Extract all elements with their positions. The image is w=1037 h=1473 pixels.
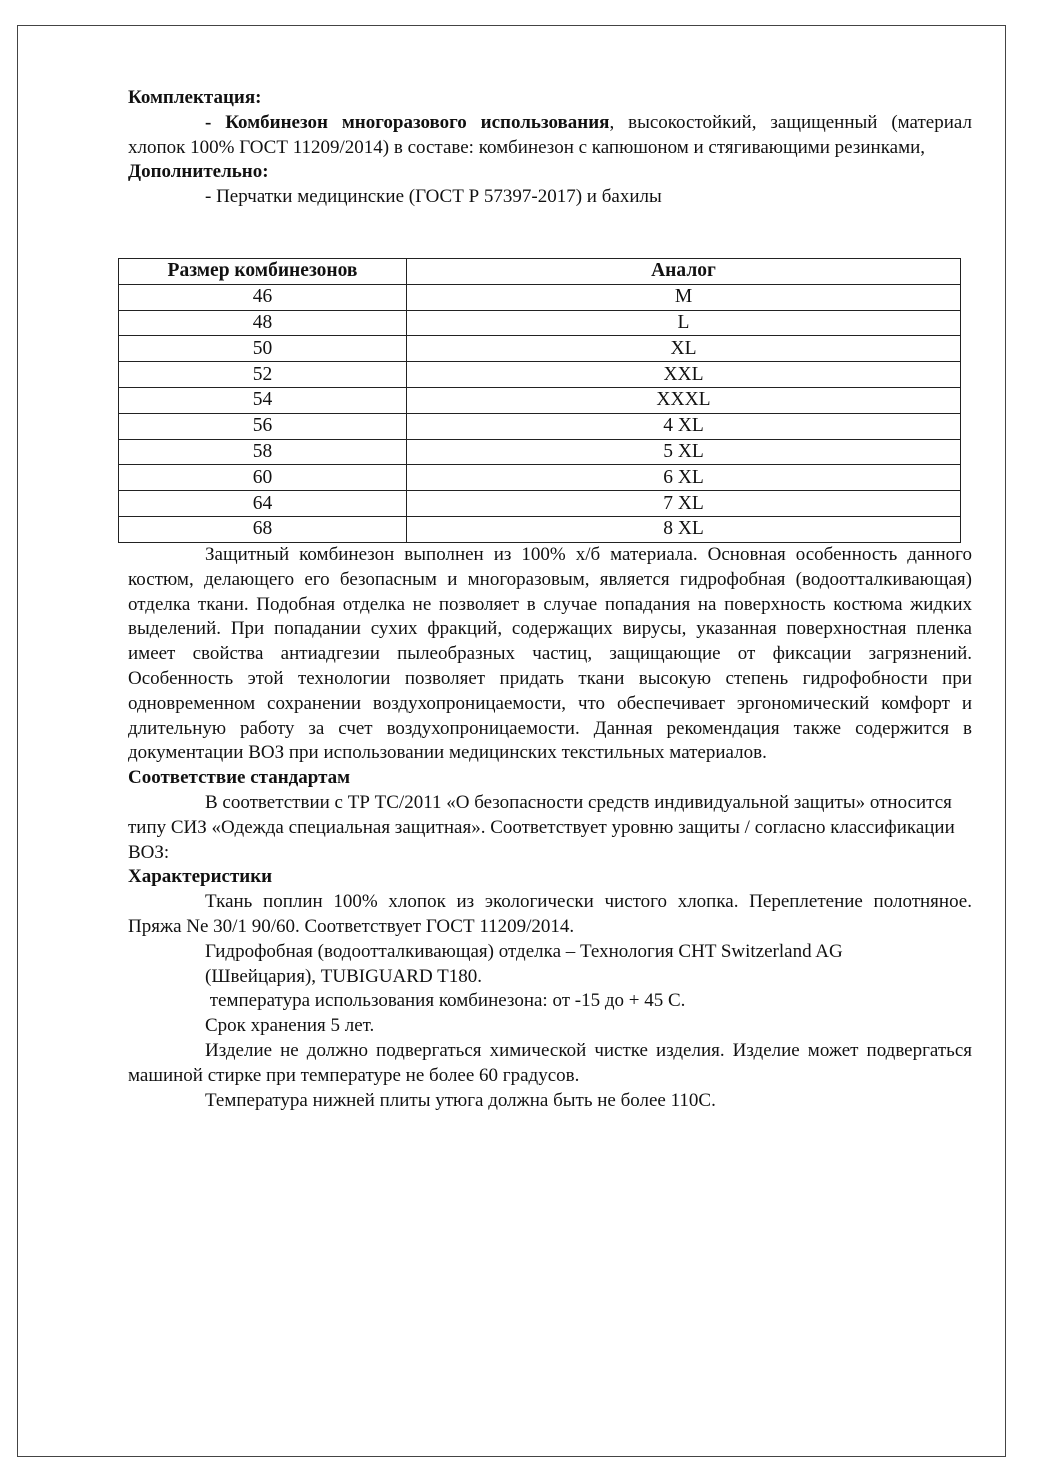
table-row [119,336,961,362]
komplektatsiya-item-rest: , высокостойкий, защищенный (материал хлопок 100% ГОСТ 11209/2014) в составе: комбинезон с капюшоном и стягивающими резинками, [128,111,972,158]
finish-continuation: (Швейцария), TUBIGUARD T180. [205,965,482,987]
size-cell: 58 [119,439,407,465]
size-cell: 60 [119,465,407,491]
size-table-header-row [119,259,961,285]
table-row [119,310,961,336]
size-cell: 46 [119,284,407,310]
temperature-line: температура использования комбинезона: от -15 до + 45 С. [205,990,686,1012]
document-top [128,86,972,210]
analog-cell: XL [407,336,961,362]
komplektatsiya-heading: Комплектация: [128,87,262,108]
analog-cell: 5 XL [407,439,961,465]
table-row [119,284,961,310]
size-cell: 68 [119,516,407,542]
analog-cell: 6 XL [407,465,961,491]
size-table [118,258,961,543]
ironing-line: Температура нижней плиты утюга должна быть не более 110С. [205,1089,716,1111]
cleaning-paragraph: Изделие не должно подвергаться химической чистке изделия. Изделие может подвергаться машиной стирке при температуре не более 60 градусов. [128,1039,972,1086]
storage-line: Срок хранения 5 лет. [205,1015,375,1037]
fabric-paragraph: Ткань поплин 100% хлопок из экологически чистого хлопка. Переплетение полотняное. Пряжа Ne 30/1 90/60. Соответствует ГОСТ 11209/2014. [128,891,972,937]
characteristics-heading: Характеристики [128,866,273,888]
size-table-header-size: Размер комбинезонов [119,259,407,285]
table-row [119,362,961,388]
table-row [119,465,961,491]
size-cell: 54 [119,387,407,413]
analog-cell: 4 XL [407,413,961,439]
description-paragraph: Защитный комбинезон выполнен из 100% х/б материала. Основная особенность данного костюм, делающего его безопасным и многоразовым, является гидрофобная (водоотталкивающая) отделка ткани. Подобная отделка не позволяет в случае попадания на поверхность костюма жидких выделений. При попадании сухих фракций, содержащих вирусы, указанная поверхностная пленка имеет свойства антиадгезии пылеобразных частиц, защищающие от фиксации загрязнений. Особенность этой технологии позволяет придать ткани высокую степень гидрофобности при одновременном сохранении воздухопроницаемости, что обеспечивает эргономический комфорт и длительную работу за счет воздухопроницаемости. Данная рекомендация также содержится в документации ВОЗ при использовании медицинских текстильных материалов. [128,544,972,764]
standards-heading: Соответствие стандартам [128,767,351,789]
komplektatsiya-item-bold: - Комбинезон многоразового использования [205,111,610,133]
table-row [119,413,961,439]
analog-cell: 7 XL [407,491,961,517]
standards-paragraph: В соответствии с ТР ТС/2011 «О безопасности средств индивидуальной защиты» относится типу СИЗ «Одежда специальная защитная». Соответствует уровню защиты / согласно классификации ВОЗ: [128,791,955,863]
dopolnitelno-item: - Перчатки медицинские (ГОСТ Р 57397-2017) и бахилы [205,186,662,208]
analog-cell: 8 XL [407,516,961,542]
analog-cell: XXL [407,362,961,388]
size-cell: 50 [119,336,407,362]
analog-cell: M [407,284,961,310]
finish-paragraph: Гидрофобная (водоотталкивающая) отделка – Технология CHT Switzerland AG [205,940,843,962]
document-body [128,543,972,1113]
size-table-header-analog: Аналог [407,259,961,285]
size-cell: 64 [119,491,407,517]
table-row [119,491,961,517]
table-row [119,387,961,413]
size-cell: 52 [119,362,407,388]
size-cell: 56 [119,413,407,439]
dopolnitelno-heading: Дополнительно: [128,161,269,183]
analog-cell: L [407,310,961,336]
table-row [119,439,961,465]
size-cell: 48 [119,310,407,336]
analog-cell: XXXL [407,387,961,413]
table-row [119,516,961,542]
komplektatsiya-item [128,111,972,161]
